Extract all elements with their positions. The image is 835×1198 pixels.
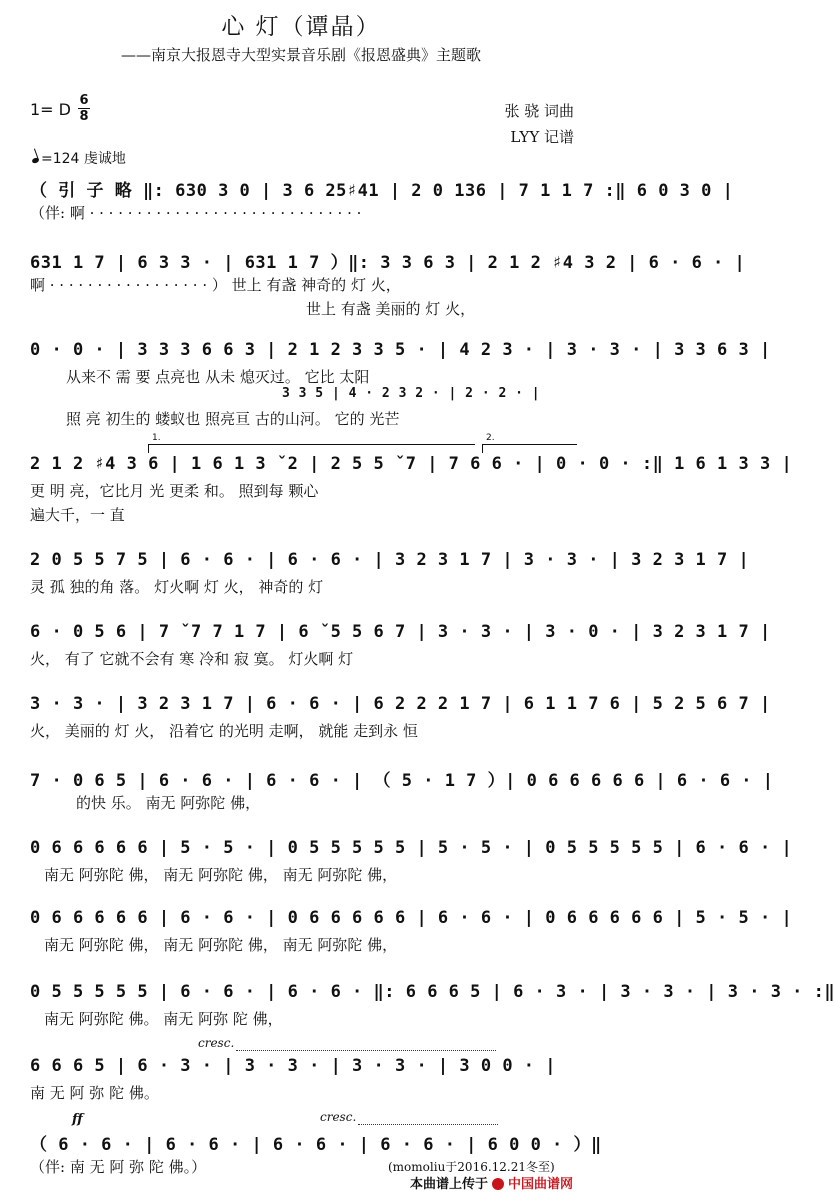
lyric-line: 南无 阿弥陀 佛， 南无 阿弥陀 佛， 南无 阿弥陀 佛， — [44, 936, 398, 954]
tempo-text: =124 虔诚地 — [41, 151, 126, 167]
notation-line: 2 0 5 5 7 5 | 6 · 6 · | 6 · 6 · | 3 2 3 1 7 | 3 · 3 · | 3 2 3 1 7 | — [30, 550, 750, 570]
upload-notice: 本曲谱上传于 — [410, 1177, 489, 1192]
meter-top: 6 — [79, 93, 89, 108]
cresc-hairpin — [358, 1124, 498, 1125]
lyric-line: 南无 阿弥陀 佛， 南无 阿弥陀 佛， 南无 阿弥陀 佛， — [44, 866, 398, 884]
notation-line: 0 5 5 5 5 5 | 6 · 6 · | 6 · 6 · ‖: 6 6 6 5 | 6 · 3 · | 3 · 3 · | 3 · 3 · :‖ — [30, 982, 835, 1002]
volta-bracket-1: 1. — [148, 444, 475, 453]
lyric-line: 从来不 需 要 点亮也 从未 熄灭过。 它比 太阳 — [66, 368, 370, 386]
cresc-hairpin — [236, 1050, 496, 1051]
site-brand[interactable]: 中国曲谱网 — [508, 1177, 574, 1192]
site-footer — [410, 1173, 573, 1192]
tempo-marking — [32, 148, 126, 168]
notation-line: 6 · 0 5 6 | 7 ˇ7 7 1 7 | 6 ˇ5 5 6 7 | 3 · 3 · | 3 · 0 · | 3 2 3 1 7 | — [30, 622, 771, 642]
lyric-line: 灵 孤 独的角 落。 灯火啊 灯 火， 神奇的 灯 — [30, 578, 324, 596]
notation-line: 631 1 7 | 6 3 3 · | 631 1 7 ）‖: 3 3 6 3 | 2 1 2 ♯4 3 2 | 6 · 6 · | — [30, 253, 746, 273]
notation-line: 3 · 3 · | 3 2 3 1 7 | 6 · 6 · | 6 2 2 2 1 7 | 6 1 1 7 6 | 5 2 5 6 7 | — [30, 694, 771, 714]
notation-line: （ 6 · 6 · | 6 · 6 · | 6 · 6 · | 6 · 6 · | 6 0 0 · ）‖ — [30, 1135, 602, 1155]
notation-line: 6 6 6 5 | 6 · 3 · | 3 · 3 · | 3 · 3 · | 3 0 0 · | — [30, 1056, 557, 1076]
key-signature: 1= D — [30, 100, 71, 119]
lyric-line: 照 亮 初生的 蝼蚁也 照亮亘 古的山河。 它的 光芒 — [66, 410, 400, 428]
quarter-note-icon — [31, 157, 39, 164]
notation-line: 0 · 0 · | 3 3 3 6 6 3 | 2 1 2 3 3 5 · | 4 2 3 · | 3 · 3 · | 3 3 6 3 | — [30, 340, 771, 360]
transcriber-signature: (momoliu于2016.12.21冬至) — [388, 1160, 555, 1174]
notation-line: 7 · 0 6 5 | 6 · 6 · | 6 · 6 · | （ 5 · 1 7 ）| 0 6 6 6 6 6 | 6 · 6 · | — [30, 771, 774, 791]
composer-credit: 张 骁 词曲 — [504, 102, 574, 120]
lyric-line: 更 明 亮，它比月 光 更柔 和。 照到每 颗心 — [30, 482, 319, 500]
notation-line: （ 引 子 略 ‖: 630 3 0 | 3 6 25♯41 | 2 0 136 | 7 1 1 7 :‖ 6 0 3 0 | — [30, 181, 734, 201]
dynamic-marking: ff — [72, 1112, 83, 1127]
lyric-line: 火， 有了 它就不会有 寒 冷和 寂 寞。 灯火啊 灯 — [30, 650, 354, 668]
alt-notation-line: 3 3 5 | 4 · 2 3 2 · | 2 · 2 · | — [282, 386, 541, 401]
cresc-marking: cresc. — [320, 1110, 357, 1124]
transcriber-credit: LYY 记谱 — [510, 128, 574, 146]
volta-bracket-2: 2. — [482, 444, 577, 453]
lyric-line: 南无 阿弥陀 佛。 南无 阿弥 陀 佛， — [44, 1010, 283, 1028]
lyric-line: （伴: 啊 · · · · · · · · · · · · · · · · · · · · · · · · · · · · · — [30, 204, 362, 222]
notation-line: 0 6 6 6 6 6 | 6 · 6 · | 0 6 6 6 6 6 | 6 · 6 · | 0 6 6 6 6 6 | 5 · 5 · | — [30, 908, 793, 928]
notation-line: 0 6 6 6 6 6 | 5 · 5 · | 0 5 5 5 5 5 | 5 · 5 · | 0 5 5 5 5 5 | 6 · 6 · | — [30, 838, 793, 858]
lyric-line: 世上 有盏 美丽的 灯 火， — [306, 300, 476, 318]
lyric-line: 啊 · · · · · · · · · · · · · · · · · ） 世上 有盏 神奇的 灯 火， — [30, 276, 401, 294]
lyric-line: 遍大千，一 直 — [30, 506, 125, 524]
lyric-line: 火， 美丽的 灯 火， 沿着它 的光明 走啊， 就能 走到永 恒 — [30, 722, 418, 740]
meter-bottom: 8 — [79, 109, 89, 124]
time-signature — [78, 94, 90, 123]
lyric-line: 的快 乐。 南无 阿弥陀 佛， — [76, 794, 261, 812]
lyric-line: 南 无 阿 弥 陀 佛。 — [30, 1084, 159, 1102]
page-title: 心 灯（谭晶） — [221, 14, 381, 40]
site-logo-icon — [492, 1178, 504, 1190]
lyric-line: （伴: 南 无 阿 弥 陀 佛。） — [30, 1158, 207, 1176]
cresc-marking: cresc. — [198, 1036, 235, 1050]
notation-line: 2 1 2 ♯4 3 6 | 1 6 1 3 ˇ2 | 2 5 5 ˇ7 | 7 6 6 · | 0 · 0 · :‖ 1 6 1 3 3 | — [30, 454, 793, 474]
page-subtitle: ——南京大报恩寺大型实景音乐剧《报恩盛典》主题歌 — [120, 46, 481, 64]
